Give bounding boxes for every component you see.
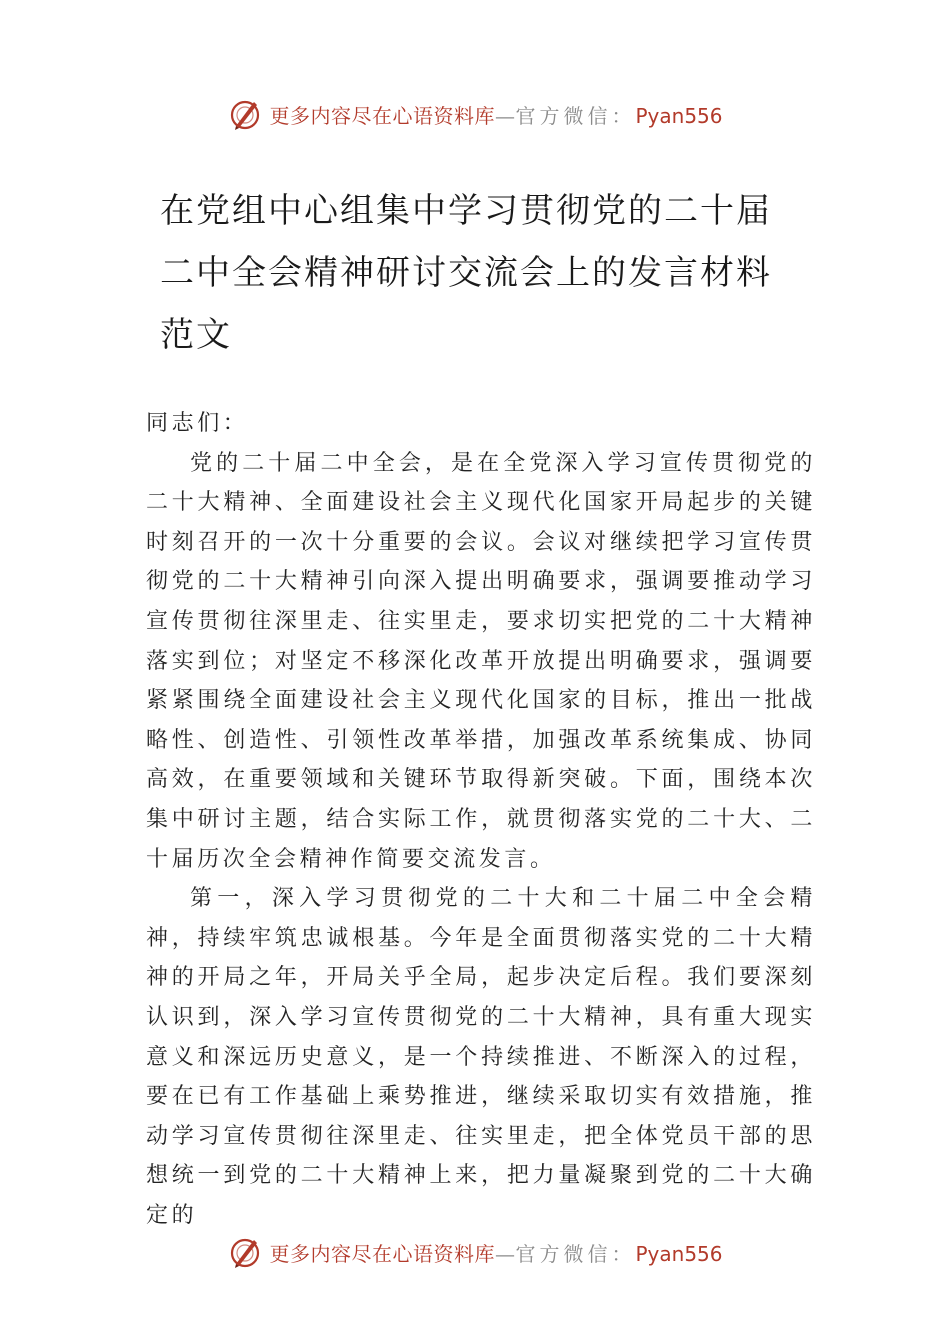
- banner-separator: —: [494, 103, 516, 128]
- salutation: 同志们：: [146, 411, 249, 436]
- document-title: 在党组中心组集中学习贯彻党的二十届二中全会精神研讨交流会上的发言材料范文: [160, 191, 772, 355]
- banner-text: [269, 100, 722, 129]
- banner-main-text: 更多内容尽在心语资料库: [269, 103, 495, 128]
- header-banner: [0, 94, 950, 134]
- banner-text: [269, 1238, 722, 1267]
- wechat-id: Pyan556: [635, 103, 723, 128]
- pen-seal-icon: [227, 96, 263, 132]
- pen-seal-icon: [227, 1234, 263, 1270]
- banner-main-text: 更多内容尽在心语资料库: [269, 1241, 495, 1266]
- banner-separator: —: [494, 1241, 516, 1266]
- body-paragraph: 党的二十届二中全会，是在全党深入学习宣传贯彻党的二十大精神、全面建设社会主义现代化国家开局起步的关键时刻召开的一次十分重要的会议。会议对继续把学习宣传贯彻党的二十大精神引向深入提出明确要求，强调要推动学习宣传贯彻往深里走、往实里走，要求切实把党的二十大精神落实到位；对坚定不移深化改革开放提出明确要求，强调要紧紧围绕全面建设社会主义现代化国家的目标，推出一批战略性、创造性、引领性改革举措，加强改革系统集成、协同高效，在重要领域和关键环节取得新突破。下面，围绕本次集中研讨主题，结合实际工作，就贯彻落实党的二十大、二十届历次全会精神作简要交流发言。: [146, 450, 816, 872]
- footer-banner: [0, 1232, 950, 1272]
- wechat-id: Pyan556: [635, 1241, 723, 1266]
- document-body: [146, 404, 816, 1235]
- body-paragraph: 第一，深入学习贯彻党的二十大和二十届二中全会精神，持续牢筑忠诚根基。今年是全面贯彻落实党的二十大精神的开局之年，开局关乎全局，起步决定后程。我们要深刻认识到，深入学习宣传贯彻党的二十大精神，具有重大现实意义和深远历史意义，是一个持续推进、不断深入的过程，要在已有工作基础上乘势推进，继续采取切实有效措施，推动学习宣传贯彻往深里走、往实里走，把全体党员干部的思想统一到党的二十大精神上来，把力量凝聚到党的二十大确定的: [146, 886, 816, 1228]
- wechat-label: 官方微信：: [515, 1241, 636, 1266]
- wechat-label: 官方微信：: [515, 103, 636, 128]
